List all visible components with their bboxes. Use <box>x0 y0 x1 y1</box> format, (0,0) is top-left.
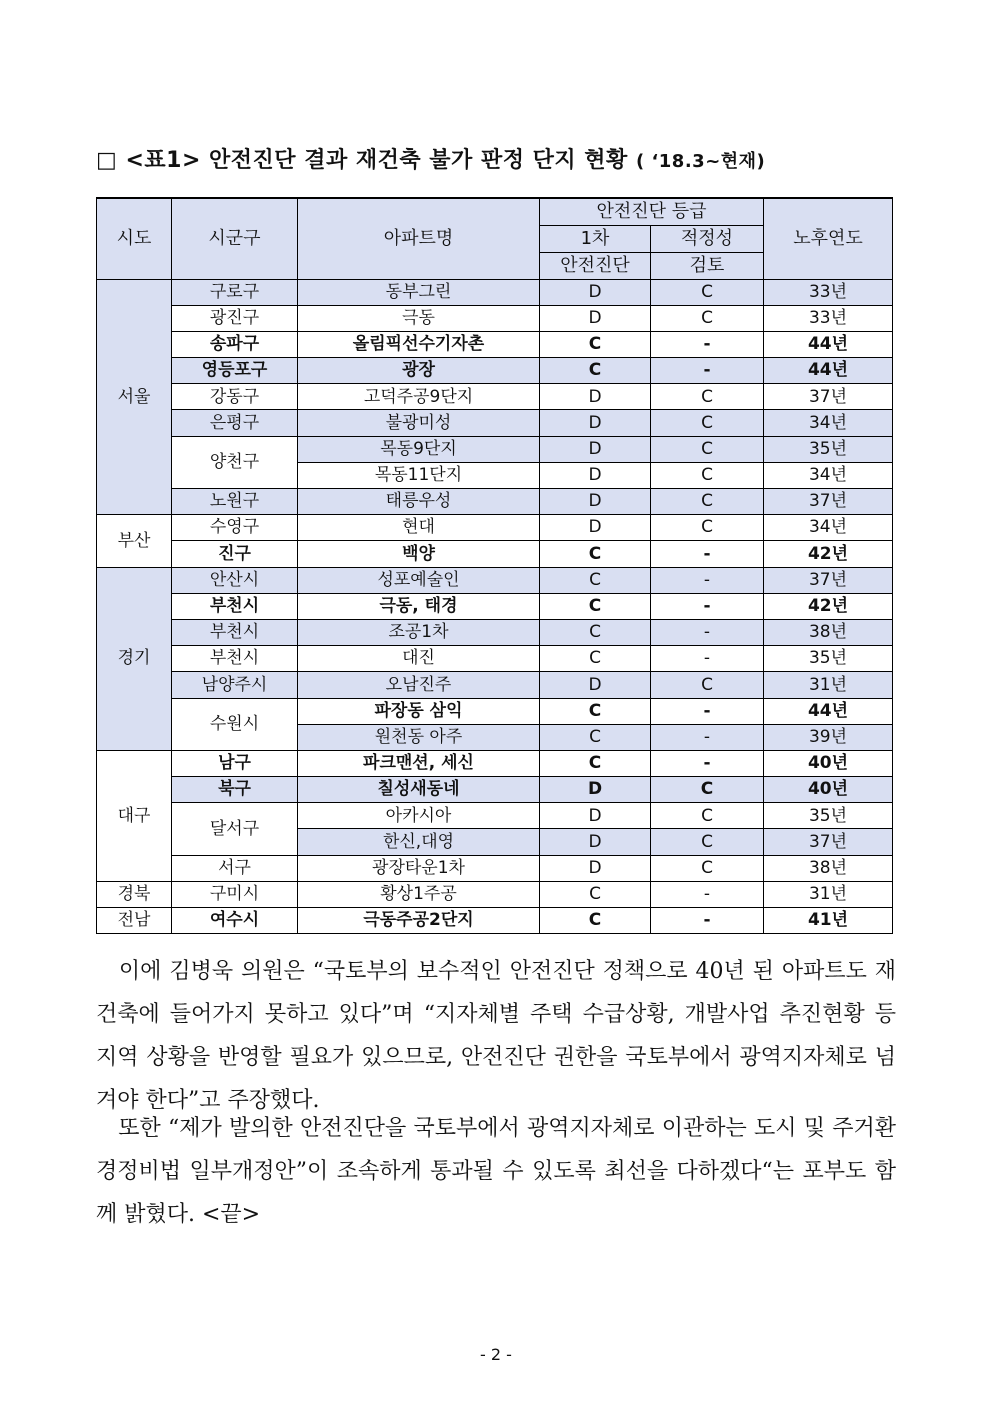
sigungu-cell: 부천시 <box>172 646 298 672</box>
grade1-cell: D <box>540 777 651 803</box>
grade2-cell: - <box>651 541 764 567</box>
apartment-cell: 불광미성 <box>298 410 540 436</box>
age-cell: 44년 <box>764 331 893 357</box>
grade1-cell: D <box>540 436 651 462</box>
grade1-cell: C <box>540 331 651 357</box>
grade1-cell: C <box>540 724 651 750</box>
apartment-cell: 파장동 삼익 <box>298 698 540 724</box>
apartment-cell: 황상1주공 <box>298 881 540 907</box>
grade2-cell: C <box>651 672 764 698</box>
grade1-cell: D <box>540 384 651 410</box>
apartment-cell: 아카시아 <box>298 803 540 829</box>
sigungu-cell: 달서구 <box>172 803 298 855</box>
grade1-cell: C <box>540 593 651 619</box>
header-sigungu: 시군구 <box>172 198 298 279</box>
sigungu-cell: 강동구 <box>172 384 298 410</box>
table-row <box>97 803 893 829</box>
age-cell: 38년 <box>764 619 893 645</box>
age-cell: 42년 <box>764 593 893 619</box>
age-cell: 37년 <box>764 567 893 593</box>
apartment-cell: 성포예술인 <box>298 567 540 593</box>
age-cell: 35년 <box>764 436 893 462</box>
page-number: - 2 - <box>480 1345 512 1364</box>
sigungu-cell: 수원시 <box>172 698 298 750</box>
grade1-cell: D <box>540 829 651 855</box>
region-cell: 경기 <box>97 567 172 750</box>
grade2-cell: - <box>651 567 764 593</box>
sigungu-cell: 영등포구 <box>172 358 298 384</box>
apartment-cell: 올림픽선수기자촌 <box>298 331 540 357</box>
apartment-cell: 태릉우성 <box>298 489 540 515</box>
grade2-cell: C <box>651 410 764 436</box>
region-cell: 서울 <box>97 279 172 515</box>
grade1-cell: D <box>540 462 651 488</box>
apartment-cell: 목동11단지 <box>298 462 540 488</box>
age-cell: 31년 <box>764 881 893 907</box>
apartment-cell: 극동 <box>298 305 540 331</box>
sigungu-cell: 진구 <box>172 541 298 567</box>
sigungu-cell: 송파구 <box>172 331 298 357</box>
apartment-cell: 원천동 아주 <box>298 724 540 750</box>
rebuild-rejection-table <box>96 197 893 934</box>
apartment-cell: 광장타운1차 <box>298 855 540 881</box>
table-row <box>97 777 893 803</box>
grade1-cell: D <box>540 855 651 881</box>
grade1-cell: D <box>540 515 651 541</box>
table-row <box>97 436 893 462</box>
region-cell: 경북 <box>97 881 172 907</box>
header-grade2-line1: 적정성 <box>651 225 764 252</box>
sigungu-cell: 구로구 <box>172 279 298 305</box>
body-paragraph-1: 이에 김병욱 의원은 “국토부의 보수적인 안전진단 정책으로 40년 된 아파트도 재건축에 들어가지 못하고 있다”며 “지자체별 주택 수급상황, 개발사업 추진현황 등 지역 상황을 반영할 필요가 있으므로, 안전진단 권한을 국토부에서 광역지자체로 넘겨야 한다”고 주장했다. <box>96 959 896 1113</box>
sigungu-cell: 남양주시 <box>172 672 298 698</box>
table-row <box>97 331 893 357</box>
apartment-cell: 광장 <box>298 358 540 384</box>
table-row <box>97 698 893 724</box>
grade1-cell: C <box>540 619 651 645</box>
grade2-cell: - <box>651 358 764 384</box>
grade2-cell: - <box>651 646 764 672</box>
grade1-cell: D <box>540 803 651 829</box>
table-title <box>96 143 765 174</box>
sigungu-cell: 안산시 <box>172 567 298 593</box>
grade2-cell: C <box>651 803 764 829</box>
grade1-cell: D <box>540 279 651 305</box>
grade2-cell: C <box>651 279 764 305</box>
header-age: 노후연도 <box>764 198 893 279</box>
age-cell: 34년 <box>764 462 893 488</box>
apartment-cell: 칠성새동네 <box>298 777 540 803</box>
sigungu-cell: 여수시 <box>172 908 298 934</box>
grade2-cell: - <box>651 750 764 776</box>
sigungu-cell: 서구 <box>172 855 298 881</box>
sigungu-cell: 구미시 <box>172 881 298 907</box>
apartment-cell: 파크맨션, 세신 <box>298 750 540 776</box>
header-grade2-line2: 검토 <box>651 252 764 279</box>
table-title-main: □ <표1> 안전진단 결과 재건축 불가 판정 단지 현황 <box>96 148 628 173</box>
grade1-cell: C <box>540 750 651 776</box>
age-cell: 42년 <box>764 541 893 567</box>
age-cell: 37년 <box>764 489 893 515</box>
grade1-cell: C <box>540 698 651 724</box>
apartment-cell: 극동, 태경 <box>298 593 540 619</box>
age-cell: 35년 <box>764 803 893 829</box>
table-row <box>97 750 893 776</box>
grade2-cell: - <box>651 881 764 907</box>
apartment-cell: 동부그린 <box>298 279 540 305</box>
body-paragraph-2: 또한 “제가 발의한 안전진단을 국토부에서 광역지자체로 이관하는 도시 및 주거환경정비법 일부개정안”이 조속하게 통과될 수 있도록 최선을 다하겠다“는 포부도 함께 밝혔다. <끝> <box>96 1116 896 1227</box>
grade2-cell: - <box>651 724 764 750</box>
table-row <box>97 881 893 907</box>
sigungu-cell: 수영구 <box>172 515 298 541</box>
grade2-cell: C <box>651 515 764 541</box>
grade2-cell: C <box>651 436 764 462</box>
table-row <box>97 646 893 672</box>
age-cell: 40년 <box>764 777 893 803</box>
grade2-cell: C <box>651 489 764 515</box>
age-cell: 33년 <box>764 279 893 305</box>
table-row <box>97 279 893 305</box>
apartment-cell: 조공1차 <box>298 619 540 645</box>
region-cell: 대구 <box>97 750 172 881</box>
grade2-cell: C <box>651 384 764 410</box>
age-cell: 38년 <box>764 855 893 881</box>
sigungu-cell: 은평구 <box>172 410 298 436</box>
age-cell: 34년 <box>764 410 893 436</box>
table-row <box>97 908 893 934</box>
region-cell: 부산 <box>97 515 172 567</box>
age-cell: 35년 <box>764 646 893 672</box>
grade2-cell: C <box>651 777 764 803</box>
grade1-cell: C <box>540 646 651 672</box>
apartment-cell: 오남진주 <box>298 672 540 698</box>
grade1-cell: D <box>540 410 651 436</box>
grade2-cell: - <box>651 619 764 645</box>
sigungu-cell: 부천시 <box>172 619 298 645</box>
table-row <box>97 515 893 541</box>
age-cell: 41년 <box>764 908 893 934</box>
age-cell: 37년 <box>764 384 893 410</box>
grade2-cell: - <box>651 908 764 934</box>
table-row <box>97 305 893 331</box>
age-cell: 39년 <box>764 724 893 750</box>
sigungu-cell: 북구 <box>172 777 298 803</box>
region-cell: 전남 <box>97 908 172 934</box>
grade2-cell: - <box>651 593 764 619</box>
header-apartment: 아파트명 <box>298 198 540 279</box>
header-grade1-line2: 안전진단 <box>540 252 651 279</box>
table-row <box>97 410 893 436</box>
sigungu-cell: 노원구 <box>172 489 298 515</box>
grade2-cell: C <box>651 305 764 331</box>
age-cell: 34년 <box>764 515 893 541</box>
header-grade1-line1: 1차 <box>540 225 651 252</box>
apartment-cell: 극동주공2단지 <box>298 908 540 934</box>
grade1-cell: D <box>540 305 651 331</box>
apartment-cell: 백양 <box>298 541 540 567</box>
age-cell: 31년 <box>764 672 893 698</box>
apartment-cell: 고덕주공9단지 <box>298 384 540 410</box>
grade1-cell: C <box>540 908 651 934</box>
age-cell: 40년 <box>764 750 893 776</box>
age-cell: 44년 <box>764 358 893 384</box>
table-row <box>97 567 893 593</box>
apartment-cell: 대진 <box>298 646 540 672</box>
apartment-cell: 한신,대영 <box>298 829 540 855</box>
table-row <box>97 855 893 881</box>
grade1-cell: C <box>540 881 651 907</box>
grade1-cell: D <box>540 489 651 515</box>
table-row <box>97 489 893 515</box>
grade1-cell: D <box>540 672 651 698</box>
grade2-cell: C <box>651 462 764 488</box>
table-row <box>97 384 893 410</box>
apartment-cell: 현대 <box>298 515 540 541</box>
sigungu-cell: 부천시 <box>172 593 298 619</box>
sigungu-cell: 양천구 <box>172 436 298 488</box>
sigungu-cell: 남구 <box>172 750 298 776</box>
table-row <box>97 619 893 645</box>
age-cell: 37년 <box>764 829 893 855</box>
table-row <box>97 593 893 619</box>
grade2-cell: - <box>651 698 764 724</box>
apartment-cell: 목동9단지 <box>298 436 540 462</box>
table-row <box>97 358 893 384</box>
table-row <box>97 672 893 698</box>
header-grade-group: 안전진단 등급 <box>540 198 764 225</box>
table-title-period: ( ‘18.3~현재) <box>635 151 766 172</box>
grade2-cell: C <box>651 829 764 855</box>
age-cell: 44년 <box>764 698 893 724</box>
grade1-cell: C <box>540 541 651 567</box>
sigungu-cell: 광진구 <box>172 305 298 331</box>
table-row <box>97 541 893 567</box>
header-sido: 시도 <box>97 198 172 279</box>
grade2-cell: - <box>651 331 764 357</box>
grade1-cell: C <box>540 358 651 384</box>
grade1-cell: C <box>540 567 651 593</box>
age-cell: 33년 <box>764 305 893 331</box>
grade2-cell: C <box>651 855 764 881</box>
